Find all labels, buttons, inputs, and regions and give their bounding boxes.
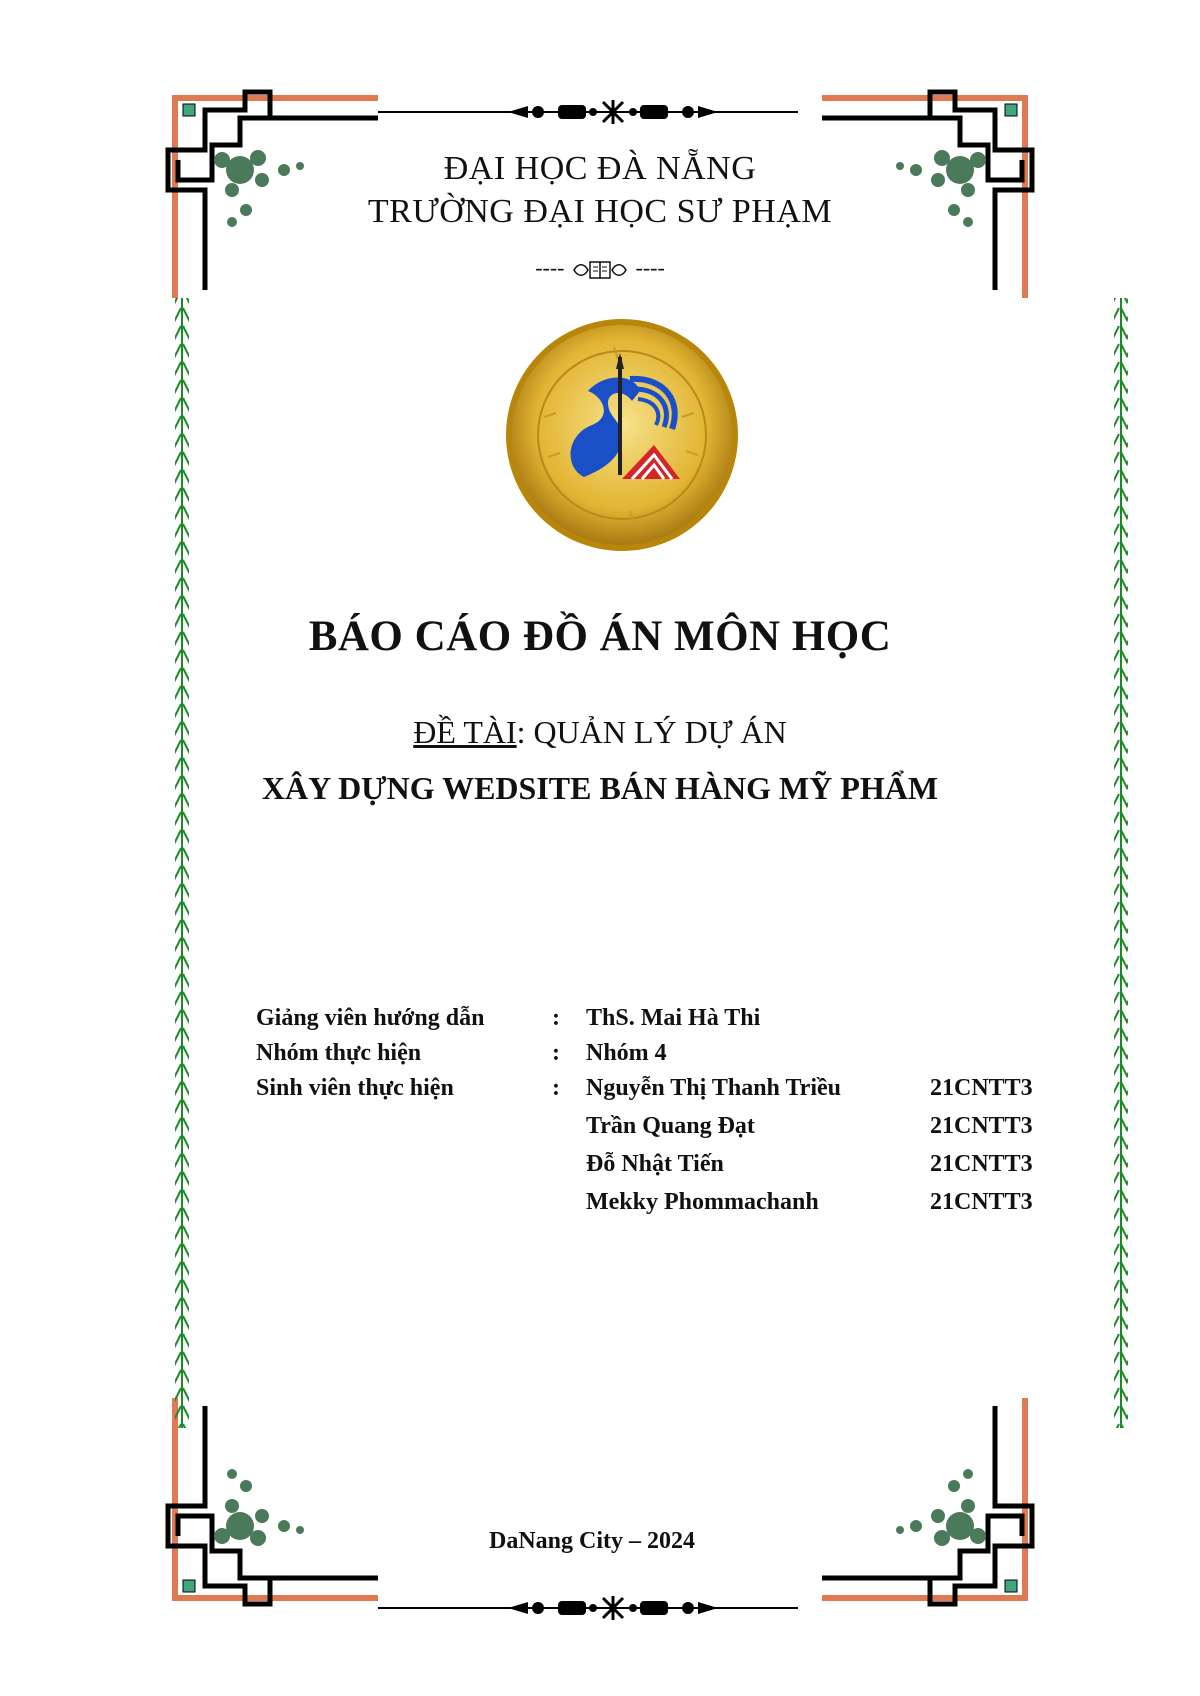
corner-ornament-bottom-right (822, 1398, 1032, 1604)
info-label: Giảng viên hướng dẫn (256, 1005, 485, 1031)
student-class: 21CNTT3 (930, 1151, 1033, 1177)
open-book-icon (570, 259, 630, 281)
info-separator: : (552, 1040, 560, 1066)
student-class: 21CNTT3 (930, 1075, 1033, 1101)
student-name: Đỗ Nhật Tiến (586, 1151, 724, 1177)
school-name: TRƯỜNG ĐẠI HỌC SƯ PHẠM (367, 193, 833, 230)
info-label: Nhóm thực hiện (256, 1040, 422, 1066)
header-divider (0, 255, 1200, 281)
top-ornament-line (378, 100, 798, 124)
student-name: Trần Quang Đạt (586, 1113, 755, 1139)
divider-dashes-right: ---- (635, 255, 665, 280)
topic-subject: : QUẢN LÝ DỰ ÁN (516, 714, 787, 750)
student-class: 21CNTT3 (930, 1189, 1033, 1215)
divider-dashes-left: ---- (535, 255, 565, 280)
report-title: BÁO CÁO ĐỒ ÁN MÔN HỌC (308, 613, 892, 660)
place-and-year: DaNang City – 2024 (488, 1528, 695, 1554)
info-separator: : (552, 1005, 560, 1031)
info-value: Nhóm 4 (586, 1040, 667, 1066)
university-name: ĐẠI HỌC ĐÀ NẴNG (443, 150, 757, 187)
student-name: Nguyễn Thị Thanh Triều (586, 1075, 841, 1101)
university-seal-logo (504, 317, 740, 553)
corner-ornament-bottom-left (168, 1398, 378, 1604)
bottom-ornament-line (378, 1596, 798, 1620)
topic-label: ĐỀ TÀI (413, 714, 517, 750)
info-label: Sinh viên thực hiện (256, 1075, 454, 1101)
student-name: Mekky Phommachanh (586, 1189, 819, 1215)
student-class: 21CNTT3 (930, 1113, 1033, 1139)
topic-line-2: XÂY DỰNG WEDSITE BÁN HÀNG MỸ PHẨM (261, 770, 939, 806)
info-separator: : (552, 1075, 560, 1101)
info-value: ThS. Mai Hà Thi (586, 1005, 761, 1031)
topic-line-1 (0, 714, 1200, 751)
